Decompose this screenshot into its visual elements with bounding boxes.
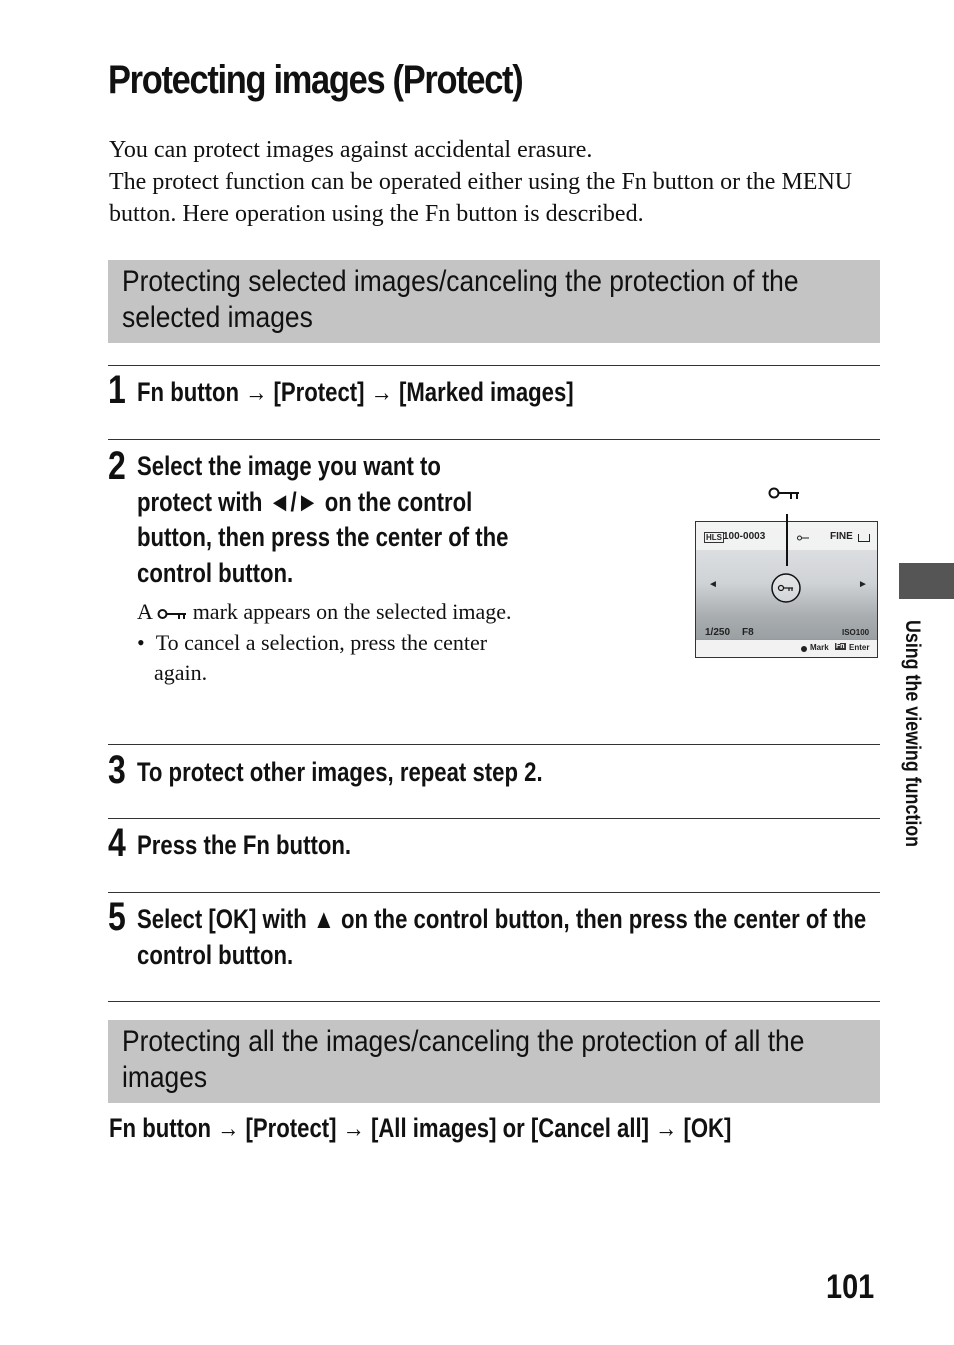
iso-value: ISO100 bbox=[842, 628, 870, 637]
image-size-icon bbox=[858, 534, 870, 542]
divider bbox=[108, 439, 880, 440]
step-number-3: 3 bbox=[108, 748, 126, 792]
step-text-5: Select [OK] with ▲ on the control button, then press the center of the control button. bbox=[137, 904, 867, 970]
section-heading-selected bbox=[108, 260, 880, 343]
key-icon bbox=[157, 608, 187, 620]
step-2-note-before: A bbox=[137, 599, 152, 624]
folder-badge: HLS bbox=[706, 533, 722, 542]
chapter-tab bbox=[899, 563, 954, 599]
section-heading-all bbox=[108, 1020, 880, 1103]
page-title: Protecting images (Protect) bbox=[108, 58, 523, 102]
step-text-4: Press the Fn button. bbox=[137, 830, 352, 860]
step-2-note-after: mark appears on the selected image. bbox=[192, 599, 512, 624]
page-number: 101 bbox=[826, 1268, 875, 1306]
section-heading-selected-text: Protecting selected images/canceling the protection of the selected images bbox=[122, 265, 799, 334]
aperture: F8 bbox=[742, 627, 754, 638]
callout-line bbox=[786, 514, 788, 566]
step-text-1: Fn button → [Protect] → [Marked images] bbox=[137, 377, 574, 407]
mark-label: Mark bbox=[810, 643, 829, 652]
intro-line-2: The protect function can be operated either using the Fn button or the MENU button. Here operation using the Fn button is described. bbox=[109, 169, 853, 227]
chapter-label: Using the viewing function bbox=[901, 620, 924, 848]
all-images-path: Fn button → [Protect] → [All images] or [Cancel all] → [OK] bbox=[109, 1113, 732, 1143]
step-number-2: 2 bbox=[108, 444, 126, 488]
step-number-5: 5 bbox=[108, 895, 126, 939]
right-arrow-icon: ► bbox=[858, 579, 868, 590]
enter-label: Enter bbox=[849, 643, 870, 652]
divider bbox=[108, 892, 880, 893]
step-text-2: Select the image you want to protect with ◄/► on the control button, then press the center of the control button. bbox=[137, 451, 509, 588]
step-2-notes bbox=[137, 597, 527, 689]
step-2-note bbox=[137, 597, 527, 628]
step-number-1: 1 bbox=[108, 368, 126, 412]
camera-screen bbox=[695, 521, 878, 658]
intro-text bbox=[109, 134, 869, 230]
divider bbox=[108, 365, 880, 366]
step-text-3: To protect other images, repeat step 2. bbox=[137, 757, 543, 787]
center-button-icon bbox=[801, 646, 807, 652]
divider bbox=[108, 1001, 880, 1002]
left-arrow-icon: ◄ bbox=[708, 579, 718, 590]
step-2-bullet: • To cancel a selection, press the center again. bbox=[137, 629, 488, 685]
section-heading-all-text: Protecting all the images/canceling the protection of all the images bbox=[122, 1025, 805, 1094]
divider bbox=[108, 818, 880, 819]
file-number: 100-0003 bbox=[723, 531, 766, 542]
intro-line-1: You can protect images against accidental erasure. bbox=[109, 137, 593, 163]
divider bbox=[108, 744, 880, 745]
fn-badge: Fn bbox=[836, 643, 845, 650]
shutter-speed: 1/250 bbox=[705, 627, 731, 638]
key-icon bbox=[768, 486, 800, 500]
protect-mark-icon bbox=[770, 572, 802, 604]
step-number-4: 4 bbox=[108, 821, 126, 865]
quality-label: FINE bbox=[830, 531, 853, 542]
key-icon bbox=[797, 535, 809, 541]
screen-bottom-bar bbox=[696, 639, 877, 658]
